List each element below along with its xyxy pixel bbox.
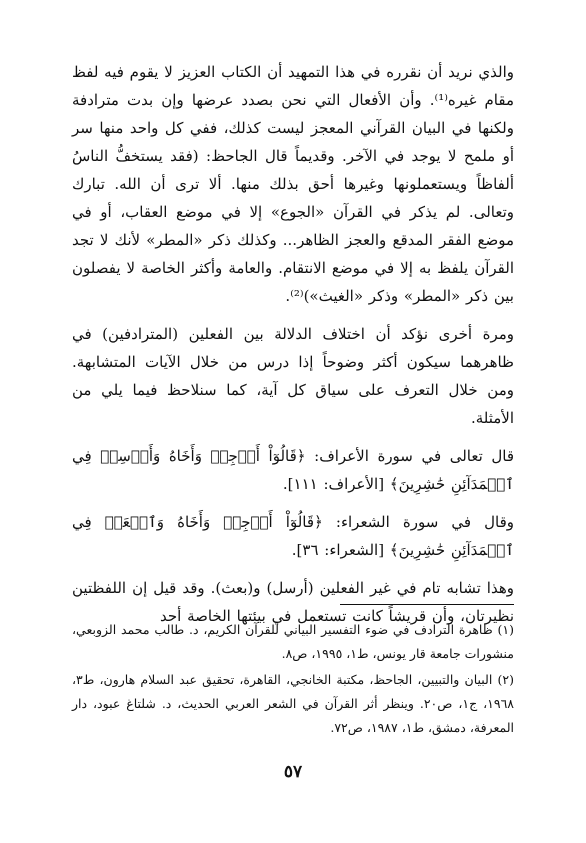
footnote-2: (٢) البيان والتبيين، الجاحظ، مكتبة الخانجي، القاهرة، تحقيق عبد السلام هارون، ط٣، ١٩٦٨، ج١، ص٢٠. وينظر أثر القرآن في الشعر العربي الحديث، د. شلتاغ عبود، دار المعرفة، دمشق، ط١، ١٩٨٧، ص٧٢.: [72, 672, 514, 735]
main-text: [72, 58, 514, 640]
footnotes: [72, 618, 514, 742]
paragraph-conclusion: وهذا تشابه تام في غير الفعلين (أرسل) و(بعث). وقد قيل إن اللفظتين نظيرتان، وأن قريشاً كانت تستعمل في بيئتها الخاصة أحد: [72, 579, 514, 625]
quote-al-araf: قال تعالى في سورة الأعراف: ﴿قَالُوٓاْ أَرۡجِهۡ وَأَخَاهُ وَأَرۡسِلۡ فِي ٱلۡمَدَآئِنِ حَٰشِرِينَ﴾ [الأعراف: ١١١].: [72, 447, 514, 493]
paragraph-similar-verses: ومرة أخرى نؤكد أن اختلاف الدلالة بين الفعلين (المترادفين) في ظاهرهما سيكون أكثر وضوحاً إذا درس من خلال الآيات المتشابهة. ومن خلال التعرف على سياق كل آية، كما سنلاحظ فيما يلي من الأمثلة.: [72, 325, 514, 427]
paragraph-intro: والذي نريد أن نقرره في هذا التمهيد أن الكتاب العزيز لا يقوم فيه لفظ مقام غيره⁽¹⁾. وأن الأفعال التي نحن بصدد عرضها وإن بدت مترادفة ولكنها في البيان القرآني المعجز ليست كذلك، ففي كل واحد منها سر أو ملمح لا يوجد في الآخر. وقديماً قال الجاحظ: (فقد يستخفُّ الناسُ ألفاظاً ويستعملونها وغيرها أحق بذلك منها. ألا ترى أن الله. تبارك وتعالى. لم يذكر في القرآن «الجوع» إلا في موضع العقاب، أو في موضع الفقر المدقع والعجز الظاهر... وكذلك ذكر «المطر» لأنك لا تجد القرآن يلفظ به إلا في موضع الانتقام. والعامة وأكثر الخاصة لا يفصلون بين ذكر «المطر» وذكر «الغيث»)⁽²⁾.: [72, 63, 514, 305]
footnote-1: (١) ظاهرة الترادف في ضوء التفسير البياني للقرآن الكريم، د. طالب محمد الزوبعي، منشورات جامعة قار يونس، ط١، ١٩٩٥، ص٨.: [72, 622, 514, 661]
quote-ash-shuara: وقال في سورة الشعراء: ﴿قَالُوٓاْ أَرۡجِهۡ وَأَخَاهُ وَٱبۡعَثۡ فِي ٱلۡمَدَآئِنِ حَٰشِرِينَ﴾ [الشعراء: ٣٦].: [72, 513, 514, 559]
page-number: ٥٧: [283, 762, 303, 782]
footnote-separator: [340, 604, 514, 605]
